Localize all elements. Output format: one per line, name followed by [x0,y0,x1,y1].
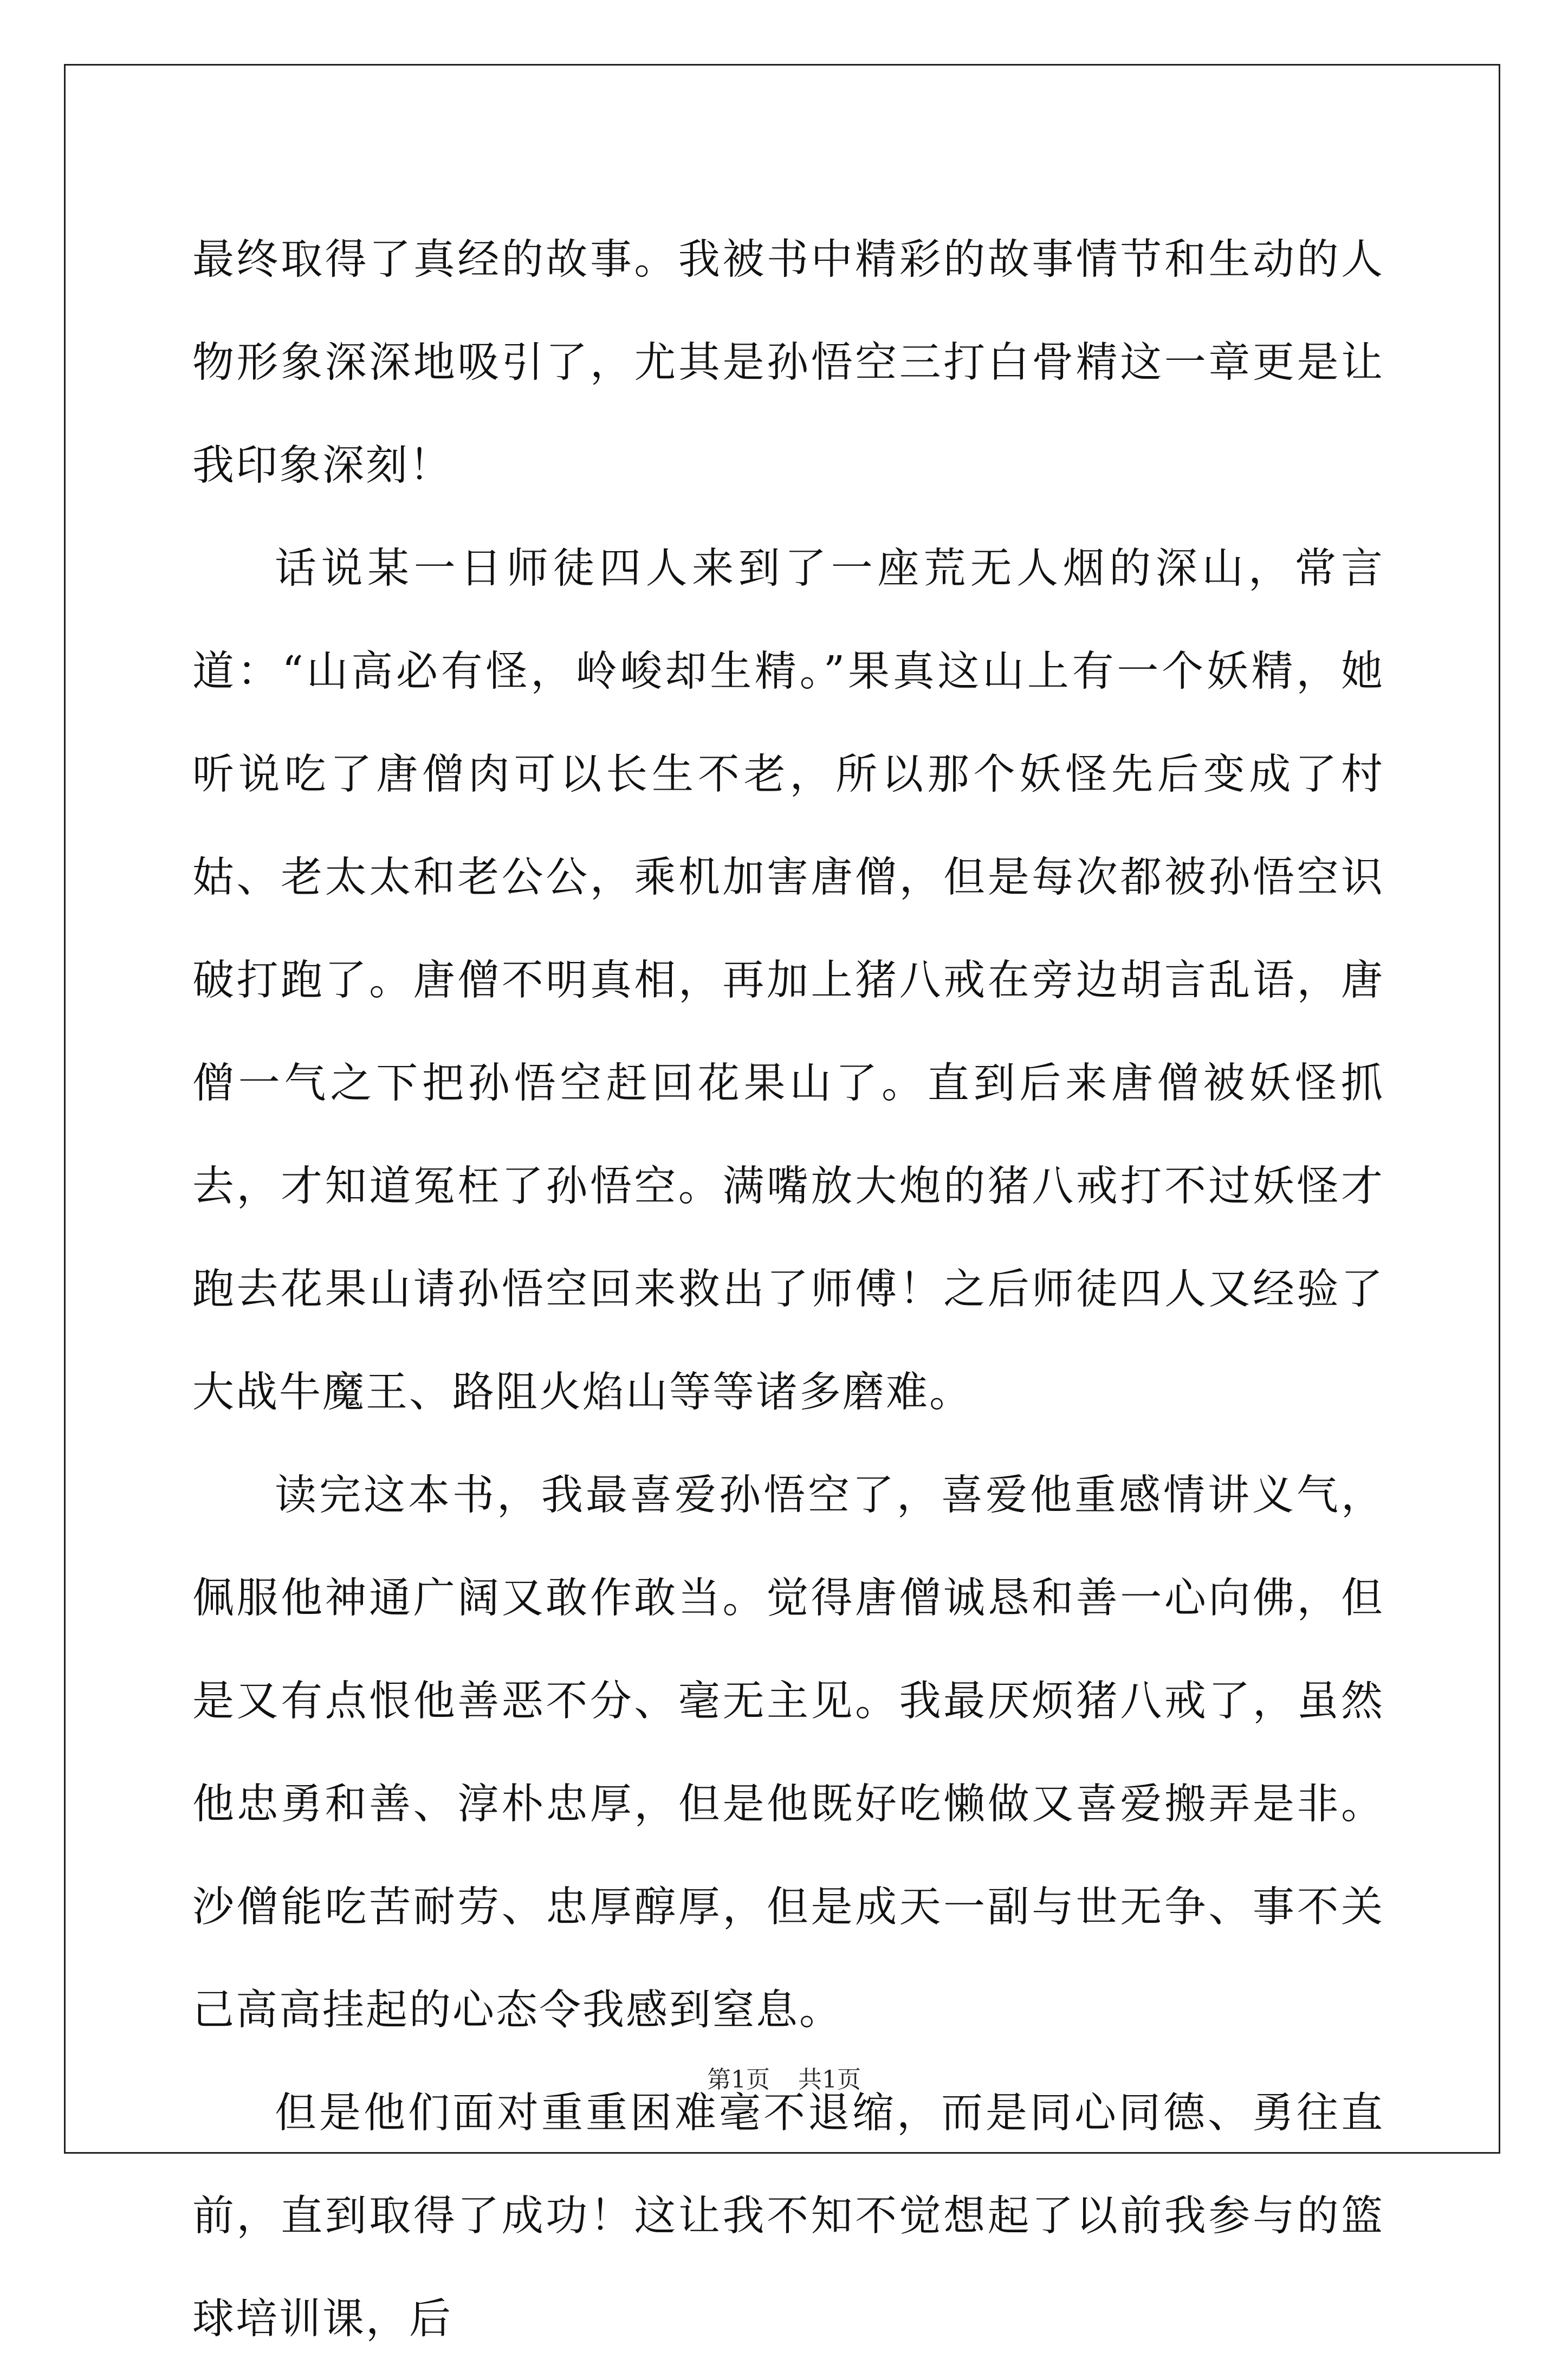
paragraph-1: 最终取得了真经的故事。我被书中精彩的故事情节和生动的人物形象深深地吸引了，尤其是孙悟空三打白骨精这一章更是让我印象深刻！ [192,236,1384,490]
document-body [192,209,1384,2371]
page-number-total: 共1页 [798,2066,861,2094]
paragraph-3: 读完这本书，我最喜爱孙悟空了，喜爱他重感情讲义气，佩服他神通广阔又敢作敢当。觉得唐僧诚恳和善一心向佛，但是又有点恨他善恶不分、毫无主见。我最厌烦猪八戒了，虽然他忠勇和善、淳朴忠厚，但是他既好吃懒做又喜爱搬弄是非。沙僧能吃苦耐劳、忠厚醇厚，但是成天一副与世无争、事不关己高高挂起的心态令我感到窒息。 [192,1471,1384,2034]
paragraph-2: 话说某一日师徒四人来到了一座荒无人烟的深山，常言道：“山高必有怪，岭峻却生精。”果真这山上有一个妖精，她听说吃了唐僧肉可以长生不老，所以那个妖怪先后变成了村姑、老太太和老公公，乘机加害唐僧，但是每次都被孙悟空识破打跑了。唐僧不明真相，再加上猪八戒在旁边胡言乱语，唐僧一气之下把孙悟空赶回花果山了。直到后来唐僧被妖怪抓去，才知道冤枉了孙悟空。满嘴放大炮的猪八戒打不过妖怪才跑去花果山请孙悟空回来救出了师傅！之后师徒四人又经验了大战牛魔王、路阻火焰山等等诸多磨难。 [192,545,1384,1417]
paragraph-4: 但是他们面对重重困难毫不退缩，而是同心同德、勇往直前，直到取得了成功！这让我不知不觉想起了以前我参与的篮球培训课，后 [192,2089,1384,2343]
page-footer [0,2064,1568,2096]
page-number-current: 第1页 [707,2066,770,2094]
